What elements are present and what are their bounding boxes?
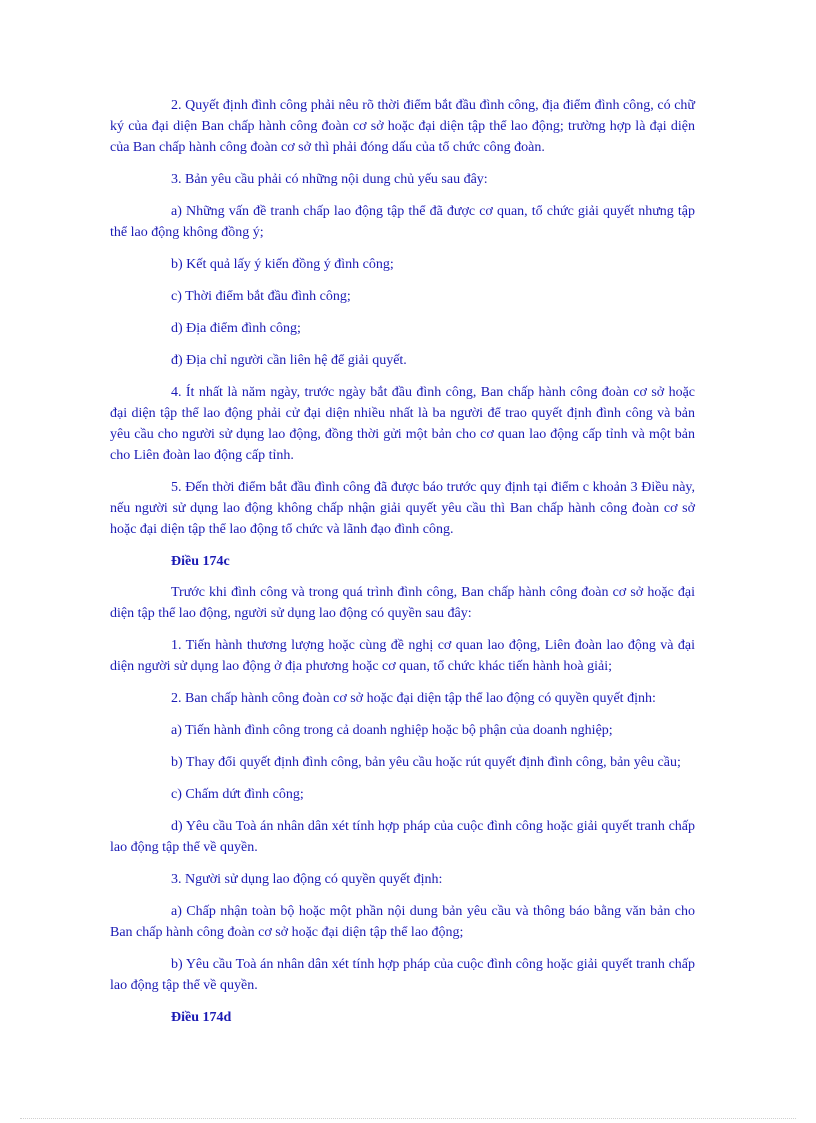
page-bottom-divider <box>20 1118 796 1119</box>
paragraph-clause-2-strike-decision: 2. Quyết định đình công phải nêu rõ thời điểm bắt đầu đình công, địa điểm đình công, có chữ ký của đại diện Ban chấp hành công đoàn cơ sở hoặc đại diện tập thể lao động; trường hợp là đại diện của Ban chấp hành công đoàn cơ sở thì phải đóng dấu của tổ chức công đoàn. <box>110 98 695 155</box>
paragraph-clause-5-organize: 5. Đến thời điểm bắt đầu đình công đã được báo trước quy định tại điểm c khoản 3 Điều này, nếu người sử dụng lao động không chấp nhận giải quyết yêu cầu thì Ban chấp hành công đoàn cơ sở hoặc đại diện tập thể lao động tổ chức và lãnh đạo đình công. <box>110 480 695 537</box>
paragraph-174c-clause-3-item-b: b) Yêu cầu Toà án nhân dân xét tính hợp pháp của cuộc đình công hoặc giải quyết tranh chấp lao động tập thể về quyền. <box>110 957 695 993</box>
paragraph-item-a-disputes: a) Những vấn đề tranh chấp lao động tập thể đã được cơ quan, tổ chức giải quyết nhưng tập thể lao động không đồng ý; <box>110 204 695 240</box>
paragraph-174c-item-a: a) Tiến hành đình công trong cả doanh nghiệp hoặc bộ phận của doanh nghiệp; <box>171 723 613 738</box>
article-heading-174c: Điều 174c <box>171 554 230 569</box>
paragraph-174c-intro: Trước khi đình công và trong quá trình đình công, Ban chấp hành công đoàn cơ sở hoặc đại diện tập thể lao động, người sử dụng lao động có quyền sau đây: <box>110 585 695 621</box>
paragraph-item-c-start-time: c) Thời điểm bắt đầu đình công; <box>171 289 351 304</box>
paragraph-clause-4-notice: 4. Ít nhất là năm ngày, trước ngày bắt đầu đình công, Ban chấp hành công đoàn cơ sở hoặc đại diện tập thể lao động phải cử đại diện nhiều nhất là ba người để trao quyết định đình công và bản yêu cầu cho người sử dụng lao động, đồng thời gửi một bản cho cơ quan lao động cấp tỉnh và một bản cho Liên đoàn lao động cấp tỉnh. <box>110 385 695 463</box>
paragraph-174c-item-d: d) Yêu cầu Toà án nhân dân xét tính hợp pháp của cuộc đình công hoặc giải quyết tranh chấp lao động tập thể về quyền. <box>110 819 695 855</box>
paragraph-clause-3-request-contents: 3. Bản yêu cầu phải có những nội dung chủ yếu sau đây: <box>171 172 488 187</box>
paragraph-item-b-consent-result: b) Kết quả lấy ý kiến đồng ý đình công; <box>171 257 394 272</box>
paragraph-174c-clause-2: 2. Ban chấp hành công đoàn cơ sở hoặc đại diện tập thể lao động có quyền quyết định: <box>171 691 656 706</box>
paragraph-174c-item-c: c) Chấm dứt đình công; <box>171 787 304 802</box>
paragraph-item-dd-contact: đ) Địa chỉ người cần liên hệ để giải quyết. <box>171 353 407 368</box>
paragraph-item-d-location: d) Địa điểm đình công; <box>171 321 301 336</box>
paragraph-174c-clause-1: 1. Tiến hành thương lượng hoặc cùng đề nghị cơ quan lao động, Liên đoàn lao động và đại diện người sử dụng lao động ở địa phương hoặc cơ quan, tổ chức khác tiến hành hoà giải; <box>110 638 695 674</box>
document-body <box>110 95 695 1038</box>
article-heading-174d: Điều 174d <box>171 1010 232 1025</box>
paragraph-174c-clause-3: 3. Người sử dụng lao động có quyền quyết định: <box>171 872 443 887</box>
paragraph-174c-item-b: b) Thay đổi quyết định đình công, bản yêu cầu hoặc rút quyết định đình công, bản yêu cầu; <box>171 755 681 770</box>
paragraph-174c-clause-3-item-a: a) Chấp nhận toàn bộ hoặc một phần nội dung bản yêu cầu và thông báo bằng văn bản cho Ban chấp hành công đoàn cơ sở hoặc đại diện tập thể lao động; <box>110 904 695 940</box>
